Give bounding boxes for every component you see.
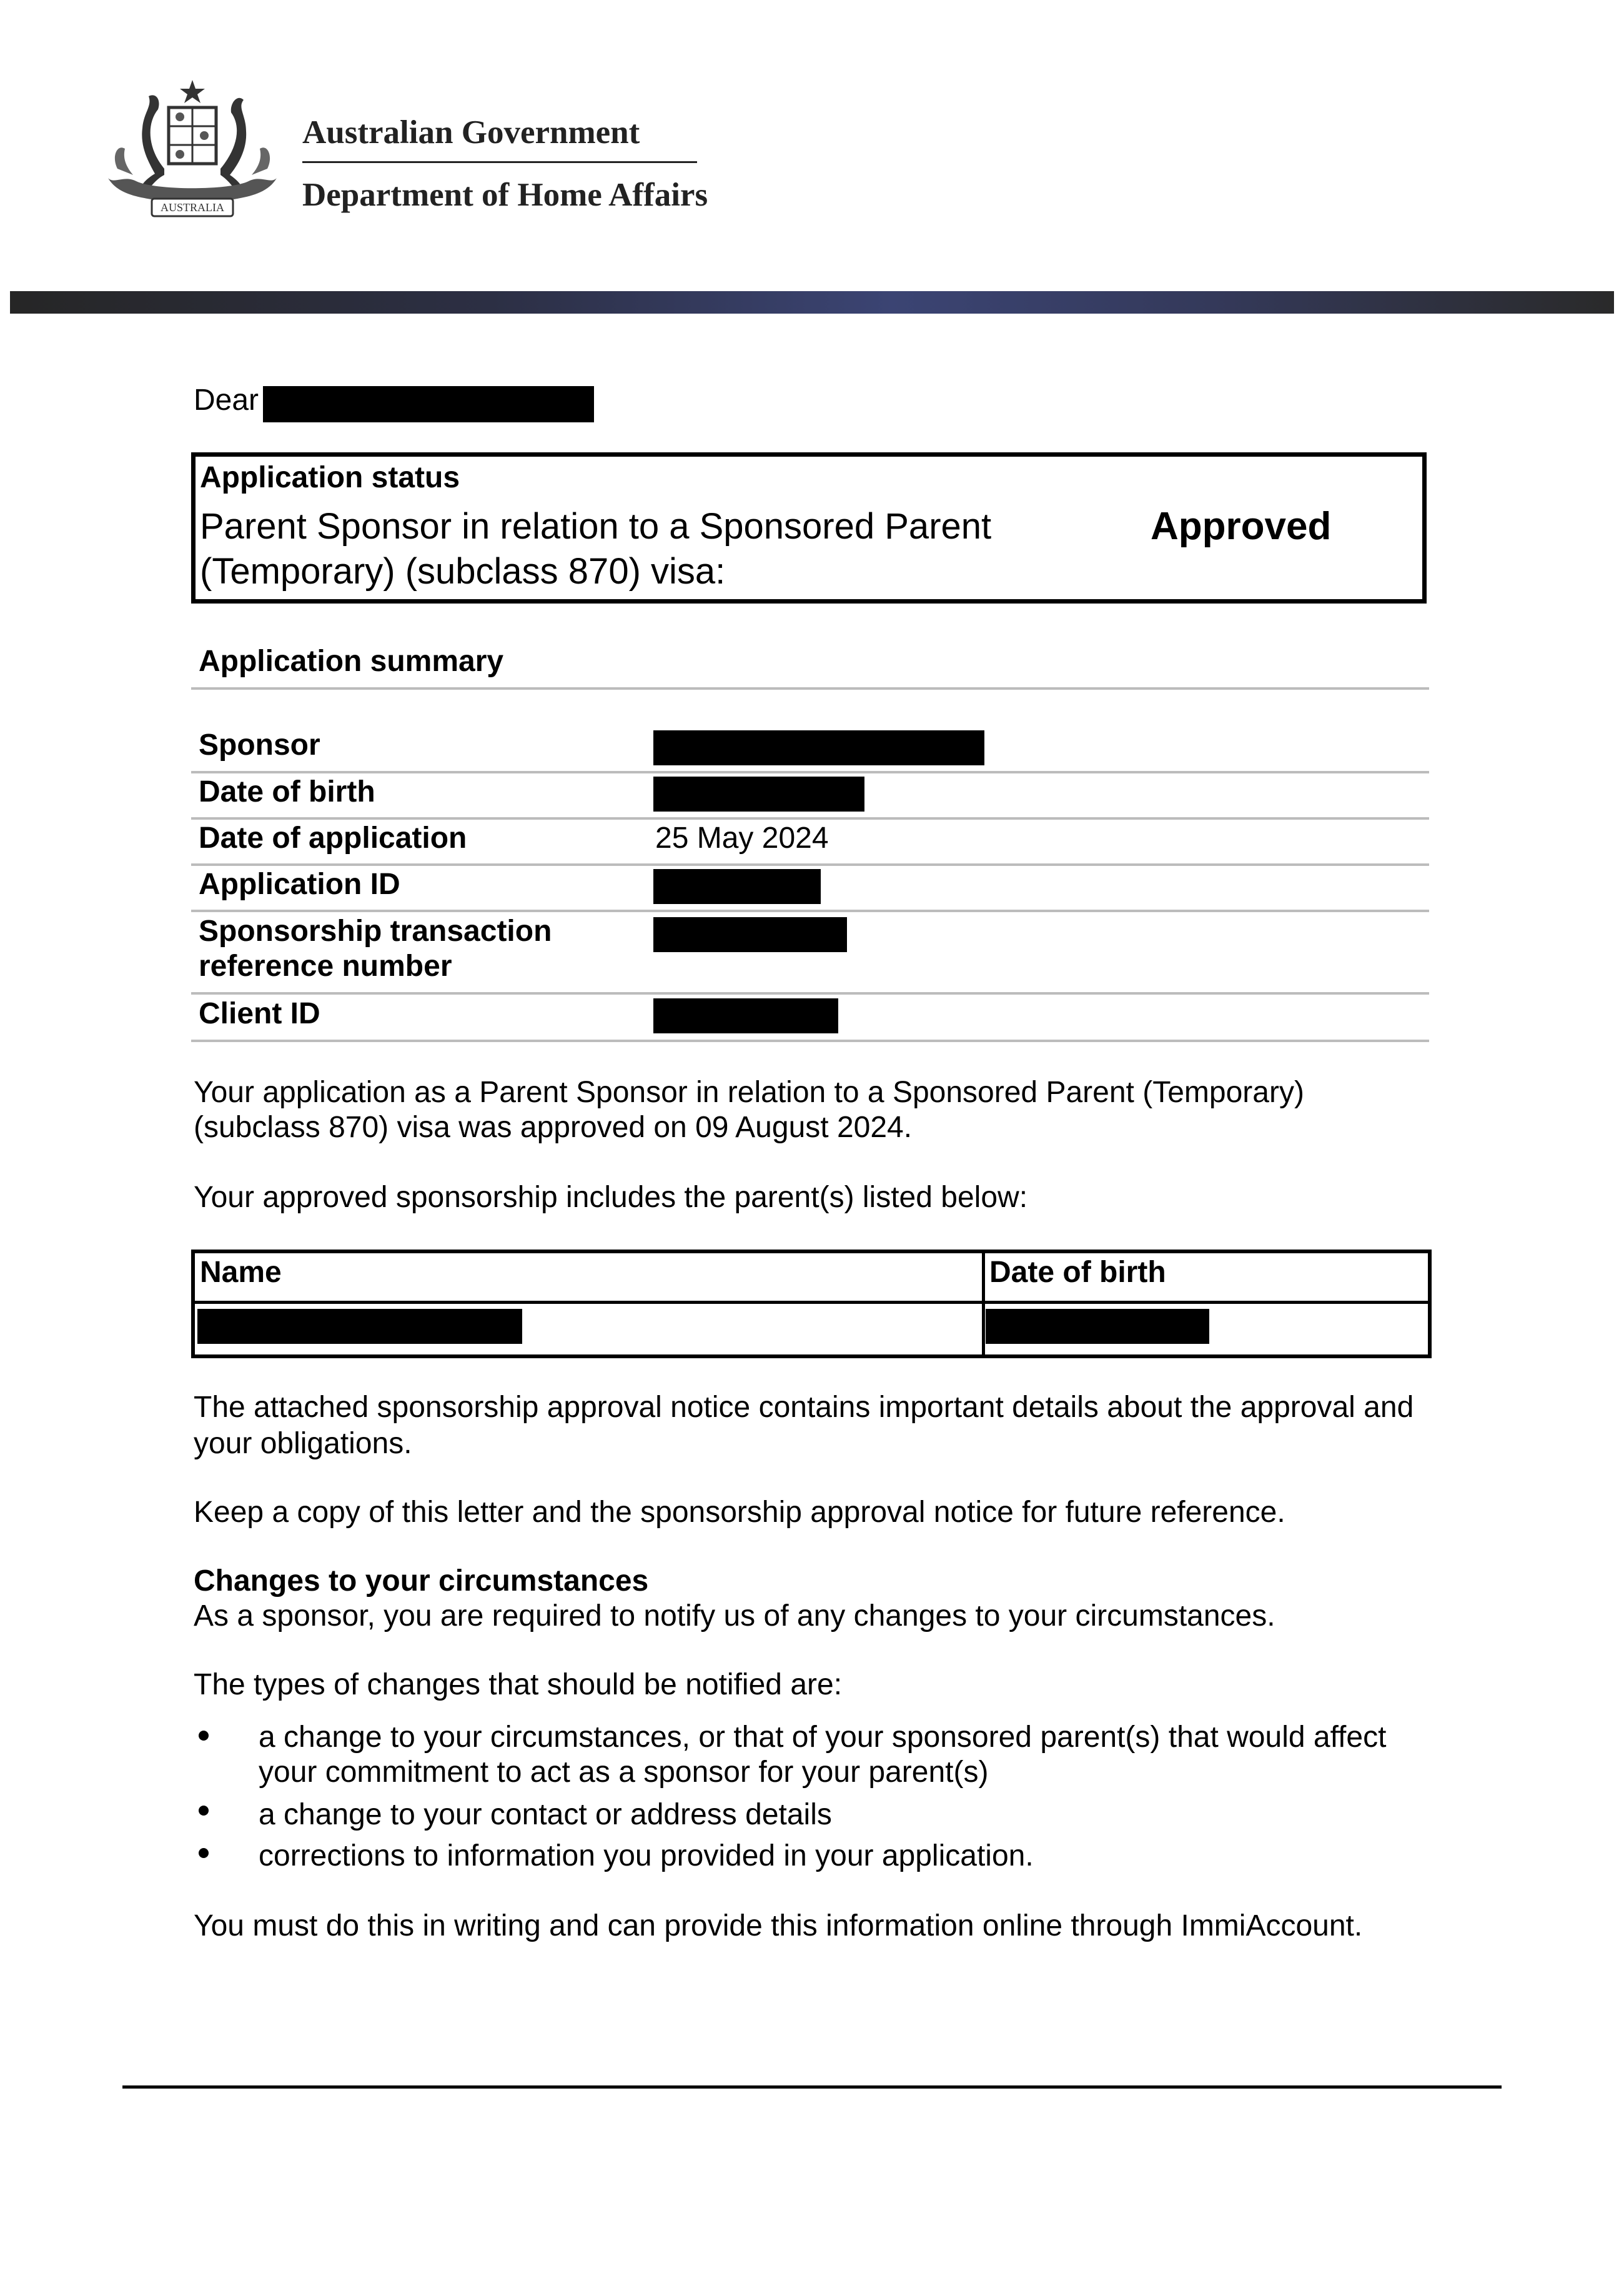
summary-rule — [191, 863, 1429, 866]
redacted-parent-name — [197, 1309, 522, 1344]
keep-copy-text: Keep a copy of this letter and the sponsorship approval notice for future reference. — [194, 1496, 1285, 1529]
status-result: Approved — [1151, 505, 1332, 548]
bullet-icon — [199, 1806, 209, 1816]
summary-rule — [191, 992, 1429, 995]
bullet-icon — [199, 1848, 209, 1858]
coat-of-arms-icon — [99, 75, 286, 225]
closing-text: You must do this in writing and can provide this information online through ImmiAccount. — [194, 1909, 1363, 1942]
salutation: Dear — [194, 384, 259, 417]
redacted-addressee — [263, 386, 594, 422]
footer-rule — [122, 2085, 1502, 2089]
bullet-2: a change to your contact or address details — [259, 1798, 832, 1831]
crest-motto: AUSTRALIA — [161, 201, 224, 214]
bullet-3: corrections to information you provided in your application. — [259, 1839, 1034, 1872]
changes-text: As a sponsor, you are required to notify us of any changes to your circumstances. — [194, 1599, 1275, 1633]
table-header-name: Name — [200, 1256, 282, 1289]
summary-rule — [191, 817, 1429, 820]
approval-text-line1: Your application as a Parent Sponsor in relation to a Sponsored Parent (Temporary) — [194, 1076, 1304, 1109]
header-band — [10, 291, 1614, 314]
notice-text-line1: The attached sponsorship approval notice contains important details about the approval and — [194, 1391, 1414, 1424]
changes-heading: Changes to your circumstances — [194, 1564, 649, 1598]
redacted-transaction-ref — [653, 917, 847, 952]
includes-text: Your approved sponsorship includes the parent(s) listed below: — [194, 1181, 1028, 1214]
row-label-client-id: Client ID — [199, 997, 320, 1030]
table-header-dob: Date of birth — [989, 1256, 1166, 1289]
row-label-transaction-ref-line2: reference number — [199, 950, 452, 983]
row-label-sponsor: Sponsor — [199, 728, 320, 762]
summary-heading: Application summary — [199, 645, 504, 678]
bullet-1-line2: your commitment to act as a sponsor for your parent(s) — [259, 1756, 989, 1789]
header-divider — [302, 161, 697, 163]
department-name: Department of Home Affairs — [302, 177, 708, 213]
status-heading: Application status — [200, 461, 460, 494]
summary-rule — [191, 687, 1429, 690]
visa-name-line2: (Temporary) (subclass 870) visa: — [200, 551, 726, 592]
table-header-divider — [195, 1301, 1428, 1304]
table-column-divider — [982, 1253, 985, 1354]
row-label-dob: Date of birth — [199, 775, 375, 808]
summary-rule — [191, 771, 1429, 773]
summary-rule — [191, 910, 1429, 912]
redacted-dob — [653, 777, 864, 812]
redacted-parent-dob — [986, 1309, 1209, 1344]
row-label-application-date: Date of application — [199, 822, 467, 855]
government-name: Australian Government — [302, 114, 640, 151]
types-intro: The types of changes that should be notified are: — [194, 1668, 843, 1701]
visa-name-line1: Parent Sponsor in relation to a Sponsored Parent — [200, 506, 992, 547]
redacted-client-id — [653, 998, 838, 1033]
application-date-value: 25 May 2024 — [655, 822, 829, 855]
bullet-icon — [199, 1731, 209, 1741]
row-label-application-id: Application ID — [199, 868, 400, 901]
redacted-application-id — [653, 869, 821, 904]
row-label-transaction-ref-line1: Sponsorship transaction — [199, 915, 552, 948]
bullet-1-line1: a change to your circumstances, or that of your sponsored parent(s) that would affect — [259, 1721, 1387, 1754]
letterhead — [0, 0, 1624, 294]
approval-text-line2: (subclass 870) visa was approved on 09 August 2024. — [194, 1111, 913, 1144]
notice-text-line2: your obligations. — [194, 1427, 412, 1460]
summary-rule — [191, 1040, 1429, 1042]
redacted-sponsor — [653, 730, 984, 765]
